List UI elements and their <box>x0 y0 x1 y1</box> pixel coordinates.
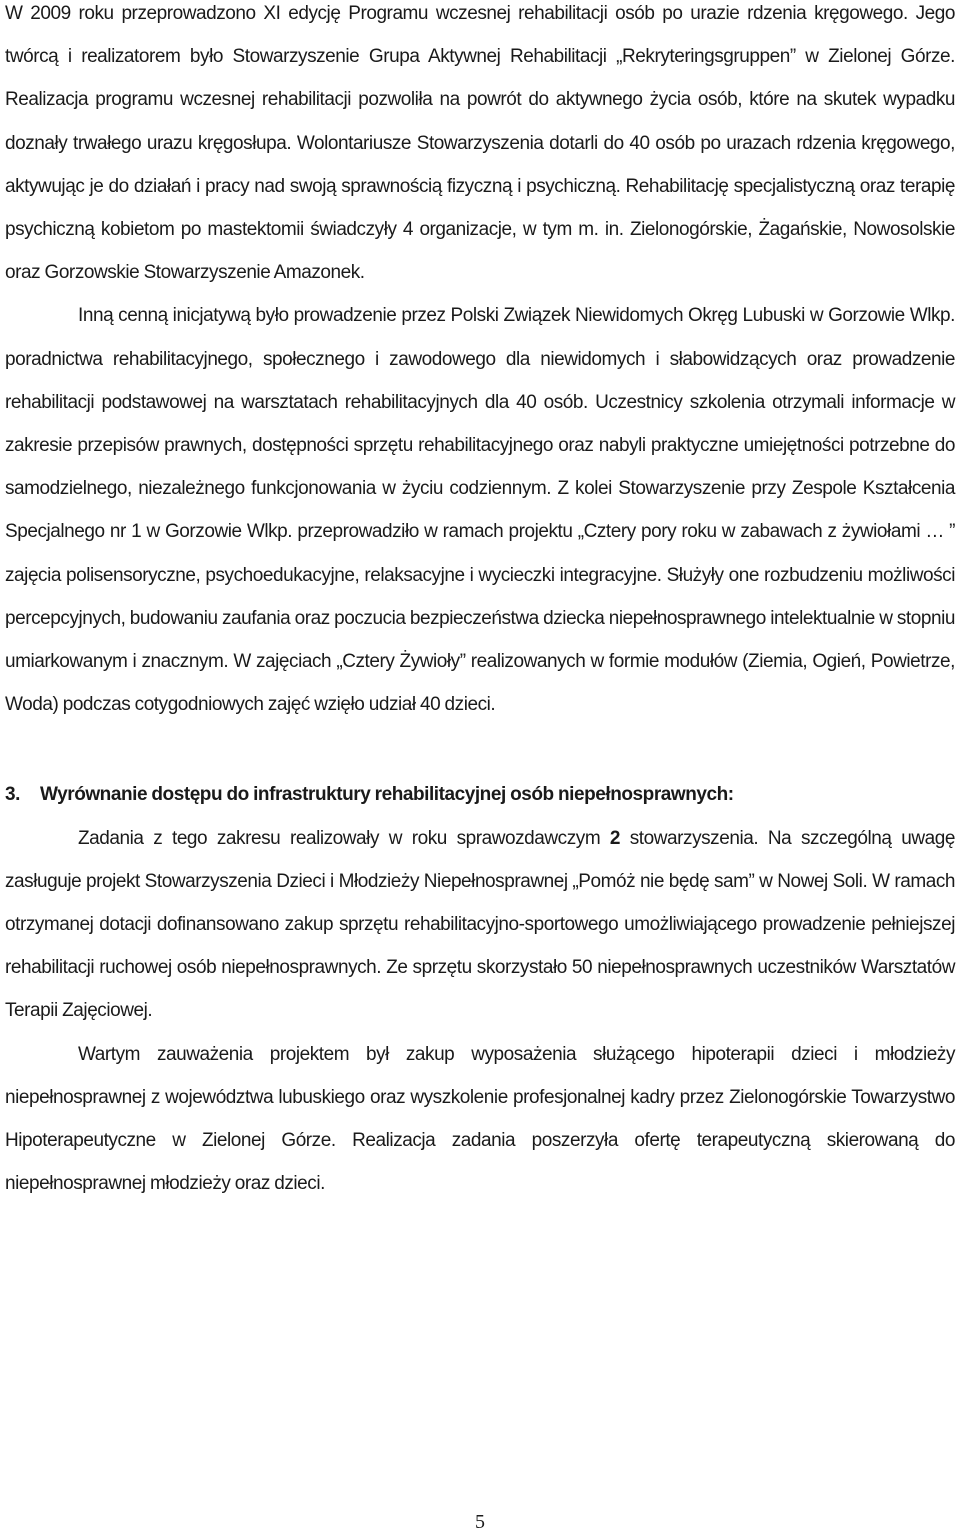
document-page <box>5 0 955 1205</box>
paragraph-section-tasks <box>5 817 955 1033</box>
section-number: 3. <box>5 784 20 806</box>
text-run: Zadania z tego zakresu realizowały w roku sprawozdawczym <box>78 827 610 849</box>
paragraph-hippotherapy: Wartym zauważenia projektem był zakup wyposażenia służącego hipoterapii dzieci i młodzieży niepełnosprawnej z województwa lubuskiego oraz wyszkolenie profesjonalnej kadry przez Zielonogórskie Towarzystwo Hipoterapeutyczne w Zielonej Górze. Realizacja zadania poszerzyła ofertę terapeutyczną skierowaną do niepełnosprawnej młodzieży oraz dzieci. <box>5 1043 955 1195</box>
section-heading <box>5 773 955 816</box>
paragraph-rehabilitation-program: W 2009 roku przeprowadzono XI edycję Programu wczesnej rehabilitacji osób po urazie rdzenia kręgowego. Jego twórcą i realizatorem było Stowarzyszenie Grupa Aktywnej Rehabilitacji „Rekryteringsgruppen” w Zielonej Górze. Realizacja programu wczesnej rehabilitacji pozwoliła na powrót do aktywnego życia osób, które na skutek wypadku doznały trwałego urazu kręgosłupa. Wolontariusze Stowarzyszenia dotarli do 40 osób po urazach rdzenia kręgowego, aktywując je do działań i pracy nad swoją sprawnością fizyczną i psychiczną. Rehabilitację specjalistyczną oraz terapię psychiczną kobietom po mastektomii świadczyły 4 organizacje, w tym m. in. Zielonogórskie, Żagańskie, Nowosolskie oraz Gorzowskie Stowarzyszenie Amazonek. <box>5 3 955 284</box>
paragraph-blind-association: Inną cenną inicjatywą było prowadzenie przez Polski Związek Niewidomych Okręg Lubuski w Gorzowie Wlkp. poradnictwa rehabilitacyjnego, społecznego i zawodowego dla niewidomych i słabowidzących oraz prowadzenie rehabilitacji podstawowej na warsztatach rehabilitacyjnych dla 40 osób. Uczestnicy szkolenia otrzymali informacje w zakresie przepisów prawnych, dostępności sprzętu rehabilitacyjnego oraz nabyli praktyczne umiejętności potrzebne do samodzielnego, niezależnego funkcjonowania w życiu codziennym. Z kolei Stowarzyszenie przy Zespole Kształcenia Specjalnego nr 1 w Gorzowie Wlkp. przeprowadziło w ramach projektu „Cztery pory roku w zabawach z żywiołami … ” zajęcia polisensoryczne, psychoedukacyjne, relaksacyjne i wycieczki integracyjne. Służyły one rozbudzeniu możliwości percepcyjnych, budowaniu zaufania oraz poczucia bezpieczeństwa dziecka niepełnosprawnego intelektualnie w stopniu umiarkowanym i znacznym. W zajęciach „Cztery Żywioły” realizowanych w formie modułów (Ziemia, Ogień, Powietrze, Woda) podczas cotygodniowych zajęć wzięło udział 40 dzieci. <box>5 305 955 716</box>
bold-count: 2 <box>609 827 621 849</box>
section-title: Wyrównanie dostępu do infrastruktury rehabilitacyjnej osób niepełnosprawnych: <box>40 784 734 806</box>
page-number: 5 <box>475 1511 485 1533</box>
text-run: stowarzyszenia. Na szczególną uwagę zasługuje projekt Stowarzyszenia Dzieci i Młodzieży Niepełnosprawnej „Pomóż nie będę sam” w Nowej Soli. W ramach otrzymanej dotacji dofinansowano zakup sprzętu rehabilitacyjno-sportowego umożliwiającego prowadzenie pełniejszej rehabilitacji ruchowej osób niepełnosprawnych. Ze sprzętu skorzystało 50 niepełnosprawnych uczestników Warsztatów Terapii Zajęciowej. <box>5 827 955 1022</box>
